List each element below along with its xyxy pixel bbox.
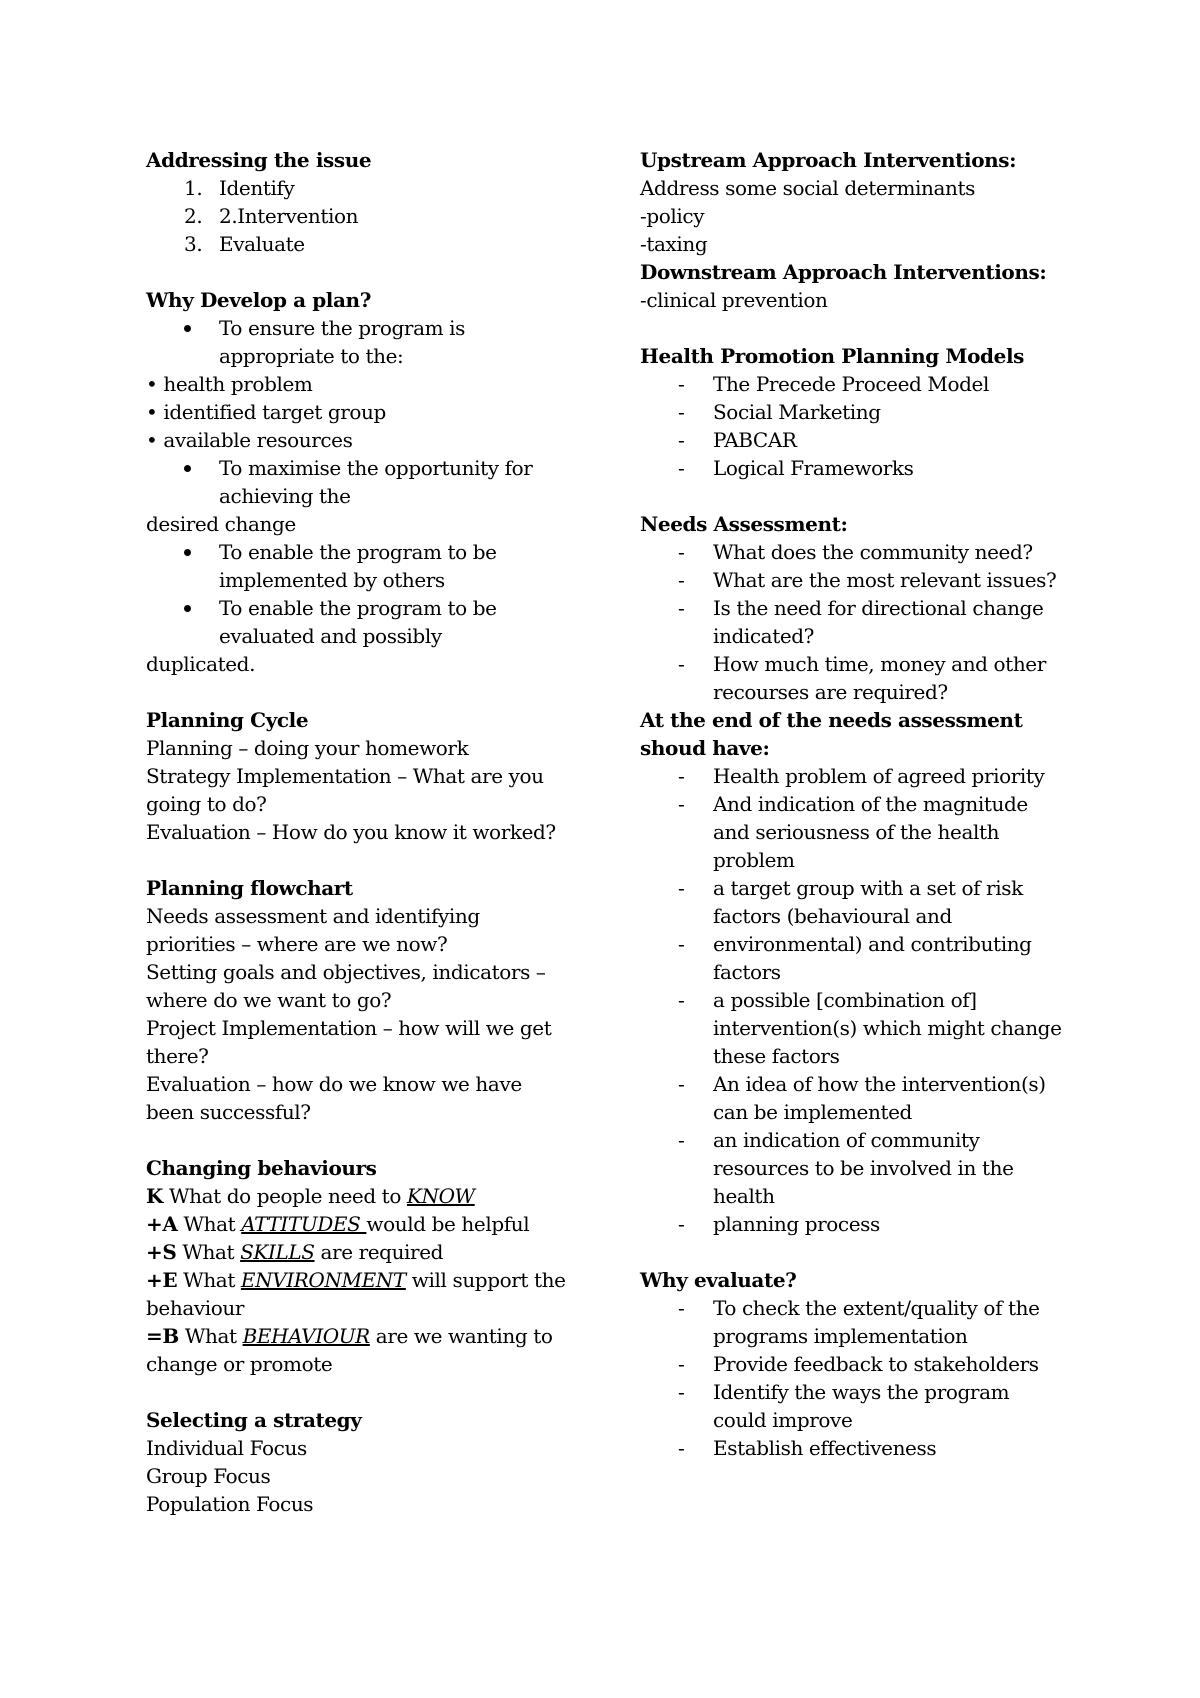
dash-marker: -: [678, 876, 685, 900]
behaviour-text: are required: [314, 1240, 444, 1264]
dash-text: a possible [combination of]: [713, 988, 977, 1012]
dash-text: planning process: [713, 1212, 880, 1236]
dash-marker: -: [678, 400, 685, 424]
paragraph-line: Evaluation – How do you know it worked?: [146, 820, 556, 844]
dash-text: Health problem of agreed priority: [713, 764, 1045, 788]
dash-text: How much time, money and other: [713, 652, 1046, 676]
behaviour-text: What: [177, 1268, 241, 1292]
dash-text-continued: can be implemented: [713, 1100, 912, 1124]
dash-item: [640, 790, 1080, 818]
dash-text-continued: and seriousness of the health: [713, 820, 1000, 844]
dash-marker: -: [678, 456, 685, 480]
item-number: 2.: [184, 204, 203, 228]
paragraph-line: Planning – doing your homework: [146, 736, 469, 760]
paragraph-line: Needs assessment and identifying: [146, 904, 480, 928]
dash-item: [640, 874, 1080, 902]
dash-text: Logical Frameworks: [713, 456, 914, 480]
dash-item: [640, 650, 1080, 678]
behaviour-text: What: [177, 1212, 242, 1236]
behaviour-text: What: [178, 1324, 243, 1348]
paragraph-line: priorities – where are we now?: [146, 932, 448, 956]
bullet-text-continued: evaluated and possibly: [219, 624, 442, 648]
behaviour-keyword: SKILLS: [240, 1240, 315, 1264]
dash-text: An idea of how the intervention(s): [713, 1072, 1046, 1096]
bullet-text-continued: achieving the: [219, 484, 351, 508]
paragraph-line: there?: [146, 1044, 209, 1068]
behaviour-letter: +E: [146, 1268, 178, 1292]
behaviour-letter: +A: [146, 1212, 178, 1236]
bullet-text: To enable the program to be: [219, 540, 497, 564]
section-heading-needs: Needs Assessment:: [640, 512, 848, 536]
dash-text-continued: factors: [713, 960, 781, 984]
dash-text-continued: programs implementation: [713, 1324, 968, 1348]
right-column: [640, 146, 1080, 1462]
dash-text: Establish effectiveness: [713, 1436, 937, 1460]
paragraph-line: Individual Focus: [146, 1436, 307, 1460]
numbered-item: [146, 174, 606, 202]
dash-text-continued: could improve: [713, 1408, 853, 1432]
dash-item: [640, 1126, 1080, 1154]
paragraph-line: change or promote: [146, 1352, 333, 1376]
dash-marker: -: [678, 1380, 685, 1404]
dash-text: And indication of the magnitude: [713, 792, 1028, 816]
bullet-text: To maximise the opportunity for: [219, 456, 533, 480]
section-heading-addressing: Addressing the issue: [146, 148, 372, 172]
behaviour-line-s: [146, 1238, 606, 1266]
item-number: 3.: [184, 232, 203, 256]
dash-marker: -: [678, 596, 685, 620]
dash-item: [640, 398, 1080, 426]
dash-marker: -: [678, 1212, 685, 1236]
item-text: Identify: [219, 176, 295, 200]
dash-item: [640, 566, 1080, 594]
dash-marker: -: [678, 540, 685, 564]
sub-item: • available resources: [146, 428, 353, 452]
paragraph-line: -taxing: [640, 232, 708, 256]
bullet-item: [146, 454, 606, 482]
bullet-dot-icon: [184, 325, 191, 332]
section-heading-models: Health Promotion Planning Models: [640, 344, 1025, 368]
section-heading-flowchart: Planning flowchart: [146, 876, 353, 900]
paragraph-line: been successful?: [146, 1100, 311, 1124]
dash-text-continued: resources to be involved in the: [713, 1156, 1014, 1180]
behaviour-letter: +S: [146, 1240, 177, 1264]
behaviour-keyword: ATTITUDES: [241, 1212, 367, 1236]
dash-text: What does the community need?: [713, 540, 1033, 564]
dash-text: To check the extent/quality of the: [713, 1296, 1040, 1320]
paragraph-line: desired change: [146, 512, 296, 536]
dash-marker: -: [678, 372, 685, 396]
behaviour-keyword: BEHAVIOUR: [242, 1324, 370, 1348]
bullet-text: To ensure the program is: [219, 316, 465, 340]
behaviour-keyword: ENVIRONMENT: [240, 1268, 406, 1292]
paragraph-line: duplicated.: [146, 652, 256, 676]
numbered-item: [146, 230, 606, 258]
dash-item: [640, 426, 1080, 454]
bullet-text: To enable the program to be: [219, 596, 497, 620]
dash-item: [640, 370, 1080, 398]
dash-text-continued: recourses are required?: [713, 680, 948, 704]
dash-text-continued: factors (behavioural and: [713, 904, 952, 928]
paragraph-line: Group Focus: [146, 1464, 271, 1488]
dash-text: a target group with a set of risk: [713, 876, 1023, 900]
dash-item: [640, 1210, 1080, 1238]
behaviour-text: would be helpful: [366, 1212, 530, 1236]
behaviour-letter: K: [146, 1184, 163, 1208]
bullet-dot-icon: [184, 605, 191, 612]
dash-marker: -: [678, 1128, 685, 1152]
dash-marker: -: [678, 428, 685, 452]
behaviour-text: What do people need to: [162, 1184, 407, 1208]
item-text: 2.Intervention: [219, 204, 359, 228]
section-heading-strategy: Selecting a strategy: [146, 1408, 362, 1432]
bullet-text-continued: appropriate to the:: [219, 344, 404, 368]
behaviour-text: are we wanting to: [369, 1324, 553, 1348]
dash-text: PABCAR: [713, 428, 797, 452]
dash-item: [640, 1294, 1080, 1322]
section-heading-end-needs: At the end of the needs assessment: [640, 708, 1023, 732]
section-heading-evaluate: Why evaluate?: [640, 1268, 797, 1292]
paragraph-line: Population Focus: [146, 1492, 314, 1516]
behaviour-text: will support the: [405, 1268, 566, 1292]
paragraph-line: where do we want to go?: [146, 988, 392, 1012]
dash-item: [640, 1434, 1080, 1462]
dash-marker: -: [678, 792, 685, 816]
dash-text: What are the most relevant issues?: [713, 568, 1057, 592]
paragraph-line: -clinical prevention: [640, 288, 828, 312]
behaviour-line-b: [146, 1322, 606, 1350]
dash-item: [640, 762, 1080, 790]
dash-text: Is the need for directional change: [713, 596, 1044, 620]
dash-text: The Precede Proceed Model: [713, 372, 989, 396]
dash-item: [640, 1350, 1080, 1378]
item-number: 1.: [184, 176, 203, 200]
dash-text-continued: health: [713, 1184, 775, 1208]
dash-marker: -: [678, 988, 685, 1012]
dash-marker: -: [678, 1352, 685, 1376]
section-heading-upstream: Upstream Approach Interventions:: [640, 148, 1017, 172]
left-column: [146, 146, 606, 1518]
dash-text: Identify the ways the program: [713, 1380, 1010, 1404]
behaviour-text: What: [176, 1240, 241, 1264]
dash-marker: -: [678, 764, 685, 788]
section-heading-why-plan: Why Develop a plan?: [146, 288, 372, 312]
dash-marker: -: [678, 1296, 685, 1320]
behaviour-line-a: [146, 1210, 606, 1238]
sub-item: • identified target group: [146, 400, 386, 424]
dash-item: [640, 986, 1080, 1014]
dash-item: [640, 1378, 1080, 1406]
section-heading-end-needs-continued: shoud have:: [640, 736, 770, 760]
bullet-text-continued: implemented by others: [219, 568, 445, 592]
dash-text: an indication of community: [713, 1128, 980, 1152]
dash-item: [640, 594, 1080, 622]
bullet-item: [146, 314, 606, 342]
dash-marker: -: [678, 568, 685, 592]
dash-marker: -: [678, 1436, 685, 1460]
behaviour-line-k: [146, 1182, 606, 1210]
dash-text-continued: indicated?: [713, 624, 815, 648]
paragraph-line: Project Implementation – how will we get: [146, 1016, 552, 1040]
bullet-dot-icon: [184, 465, 191, 472]
paragraph-line: Address some social determinants: [640, 176, 975, 200]
bullet-item: [146, 594, 606, 622]
behaviour-line-e: [146, 1266, 606, 1294]
dash-marker: -: [678, 1072, 685, 1096]
bullet-dot-icon: [184, 549, 191, 556]
behaviour-letter: =B: [146, 1324, 179, 1348]
dash-text-continued: problem: [713, 848, 795, 872]
dash-marker: -: [678, 652, 685, 676]
dash-item: [640, 454, 1080, 482]
dash-marker: -: [678, 932, 685, 956]
section-heading-downstream: Downstream Approach Interventions:: [640, 260, 1047, 284]
dash-item: [640, 1070, 1080, 1098]
section-heading-planning-cycle: Planning Cycle: [146, 708, 309, 732]
dash-text-continued: intervention(s) which might change: [713, 1016, 1062, 1040]
section-heading-behaviours: Changing behaviours: [146, 1156, 377, 1180]
dash-text: environmental) and contributing: [713, 932, 1032, 956]
dash-text: Provide feedback to stakeholders: [713, 1352, 1039, 1376]
paragraph-line: Strategy Implementation – What are you: [146, 764, 544, 788]
dash-text-continued: these factors: [713, 1044, 840, 1068]
bullet-item: [146, 538, 606, 566]
dash-item: [640, 930, 1080, 958]
sub-item: • health problem: [146, 372, 313, 396]
paragraph-line: Setting goals and objectives, indicators –: [146, 960, 546, 984]
numbered-item: [146, 202, 606, 230]
paragraph-line: going to do?: [146, 792, 267, 816]
paragraph-line: behaviour: [146, 1296, 245, 1320]
paragraph-line: Evaluation – how do we know we have: [146, 1072, 522, 1096]
paragraph-line: -policy: [640, 204, 705, 228]
dash-item: [640, 538, 1080, 566]
dash-text: Social Marketing: [713, 400, 881, 424]
item-text: Evaluate: [219, 232, 305, 256]
behaviour-keyword: KNOW: [406, 1184, 475, 1208]
